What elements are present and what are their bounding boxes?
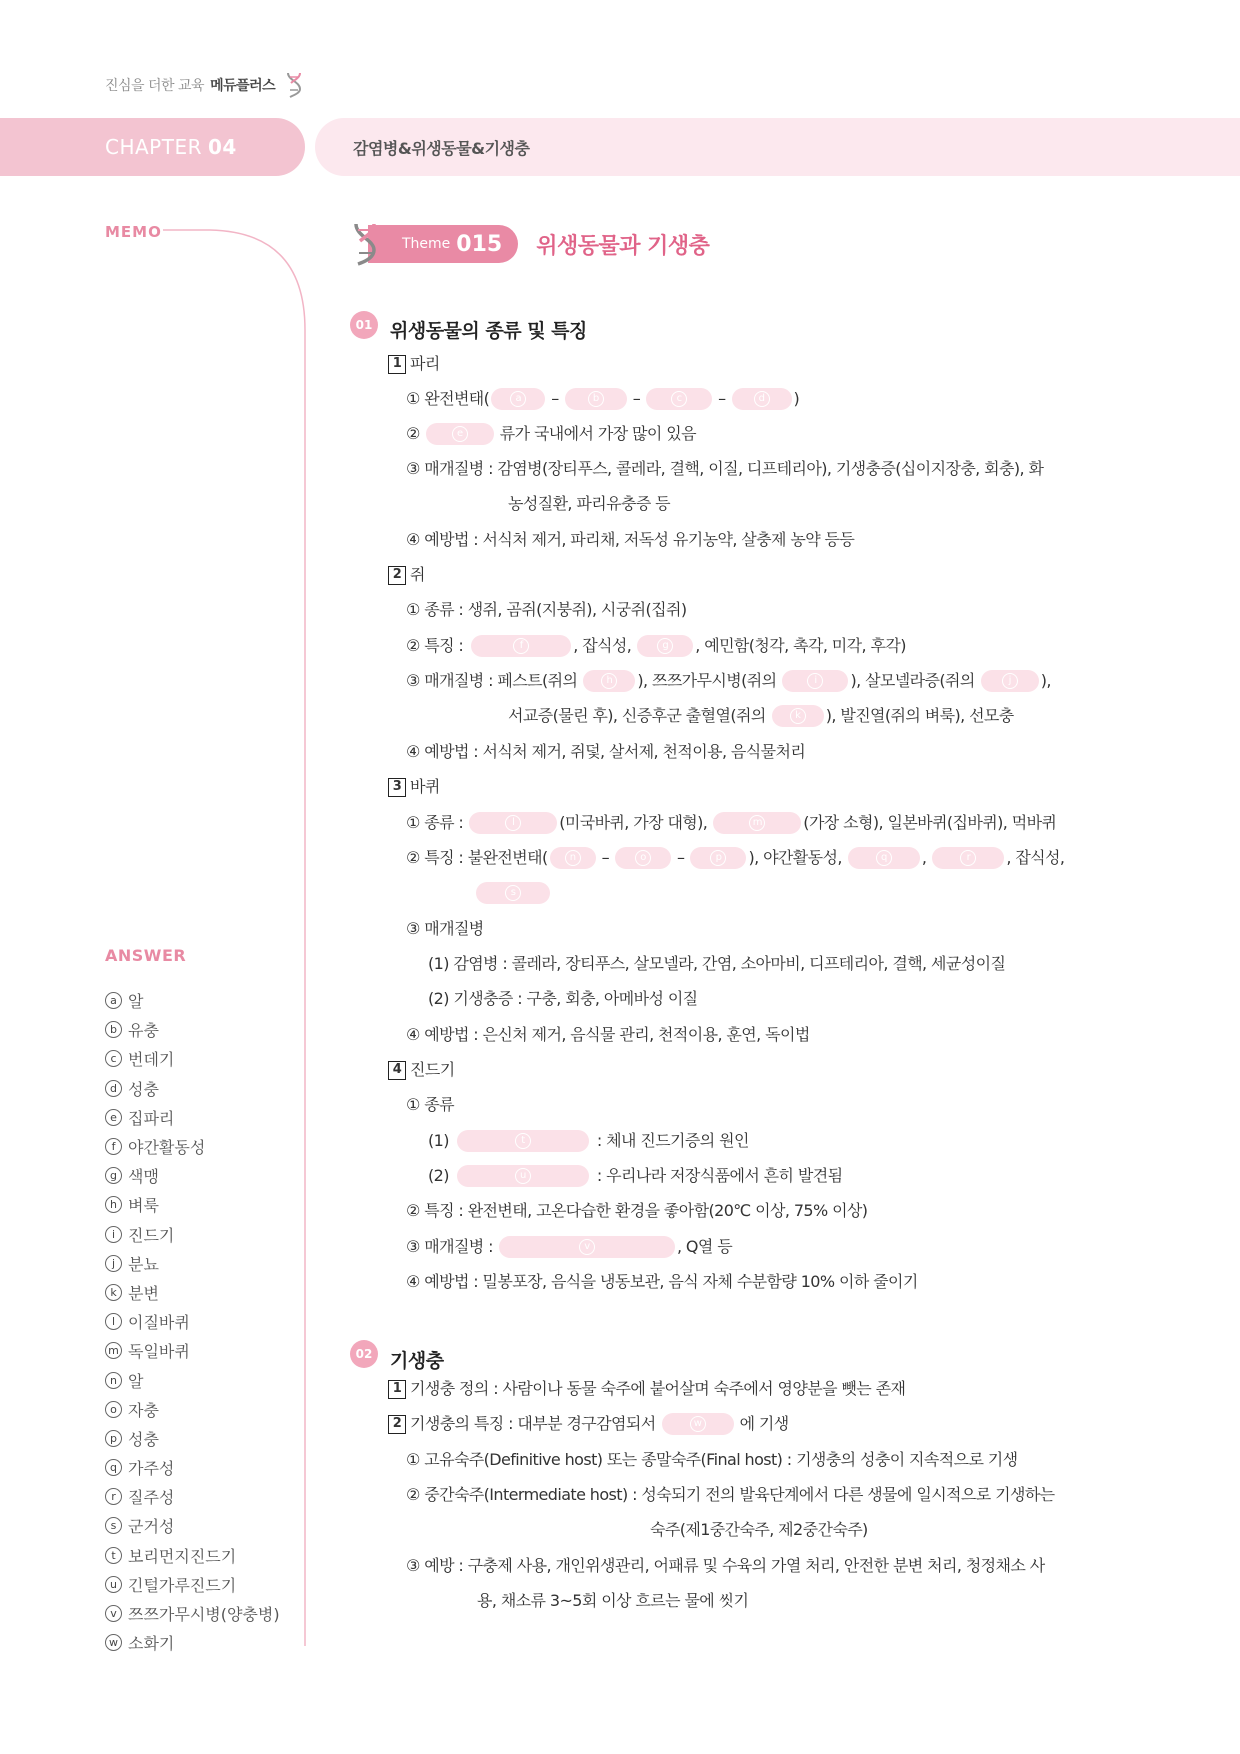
blank-letter: v <box>579 1239 595 1255</box>
answer-mark: s <box>105 1517 122 1534</box>
answer-text: 알 <box>128 992 144 1012</box>
text: (2) <box>428 1166 449 1185</box>
answer-item <box>105 1278 280 1307</box>
fly-name: 파리 <box>410 354 440 373</box>
rat-line-3 <box>406 669 1051 693</box>
answer-text: 가주성 <box>128 1459 175 1479</box>
answer-item <box>105 1599 280 1628</box>
blank-f <box>471 635 571 657</box>
theme-header <box>350 222 709 266</box>
dash: – <box>601 848 610 867</box>
answer-text: 집파리 <box>128 1108 175 1128</box>
parasite-line-3b: 용, 채소류 3~5회 이상 흐르는 물에 씻기 <box>477 1591 749 1610</box>
answer-mark: e <box>105 1109 122 1126</box>
roach-line-3-2: (2) 기생충증 : 구충, 회충, 아메바성 이질 <box>428 989 698 1008</box>
blank-letter: k <box>790 708 806 724</box>
answer-mark: d <box>105 1080 122 1097</box>
mite-line-1: ① 종류 <box>406 1095 454 1114</box>
dna-icon <box>350 222 380 266</box>
answer-item <box>105 1015 280 1044</box>
dash: – <box>551 389 559 408</box>
answer-item <box>105 1044 280 1073</box>
blank-letter: r <box>960 850 976 866</box>
mite-line-2: ② 특징 : 완전변태, 고온다습한 환경을 좋아함(20℃ 이상, 75% 이상) <box>406 1201 868 1220</box>
answer-item <box>105 1511 280 1540</box>
answer-text: 분뇨 <box>128 1254 159 1274</box>
answer-item <box>105 1190 280 1219</box>
rat-line-4: ④ 예방법 : 서식처 제거, 쥐덫, 살서제, 천적이용, 음식물처리 <box>406 742 806 761</box>
answer-mark: l <box>105 1313 122 1330</box>
parasite-definition <box>388 1377 905 1401</box>
text: , <box>921 848 927 867</box>
answer-text: 벼룩 <box>128 1196 159 1216</box>
answer-text: 유충 <box>128 1021 159 1041</box>
blank-d <box>732 388 792 410</box>
text: , Q열 등 <box>676 1237 733 1256</box>
answer-text: 진드기 <box>128 1225 175 1245</box>
answer-item <box>105 1132 280 1161</box>
answer-text: 군거성 <box>128 1517 175 1537</box>
text: 류가 국내에서 가장 많이 있음 <box>499 424 696 443</box>
text: ③ 매개질병 : <box>406 1237 493 1256</box>
item-number-box: 1 <box>388 355 406 374</box>
dash: – <box>718 389 726 408</box>
blank-letter: o <box>635 850 651 866</box>
blank-letter: l <box>505 815 521 831</box>
parasite-line-2a: ② 중간숙주(Intermediate host) : 성숙되기 전의 발육단계에서 다른 생물에 일시적으로 기생하는 <box>406 1485 1055 1504</box>
blank-letter: q <box>876 850 892 866</box>
blank-g <box>637 635 693 657</box>
section-title: 기생충 <box>390 1350 444 1372</box>
mite-line-1-2 <box>428 1164 842 1188</box>
roach-heading <box>388 775 440 799</box>
answer-mark: q <box>105 1459 122 1476</box>
answer-mark: a <box>105 992 122 1009</box>
text: ② <box>406 424 420 443</box>
answer-item <box>105 1424 280 1453</box>
text: 기생충의 특징 : 대부분 경구감염되서 <box>410 1414 656 1433</box>
fly-line-4: ④ 예방법 : 서식처 제거, 파리채, 저독성 유기농약, 살충제 농약 등등 <box>406 530 855 549</box>
blank-p <box>690 847 746 869</box>
roach-line-3-1: (1) 감염병 : 콜레라, 장티푸스, 살모넬라, 간염, 소아마비, 디프테리아, 결핵, 세균성이질 <box>428 954 1006 973</box>
blank-letter: a <box>510 391 526 407</box>
answer-text: 독일바퀴 <box>128 1342 190 1362</box>
text: ① 종류 : <box>406 813 464 832</box>
text: : 체내 진드기증의 원인 <box>596 1131 749 1150</box>
blank-t <box>457 1130 589 1152</box>
answer-text: 성충 <box>128 1079 159 1099</box>
section-01-header <box>350 306 587 343</box>
blank-m <box>713 812 801 834</box>
answer-item <box>105 1482 280 1511</box>
dna-icon <box>285 72 303 98</box>
rat-name: 쥐 <box>410 565 425 584</box>
answer-mark: u <box>105 1576 122 1593</box>
memo-label: MEMO <box>105 223 162 241</box>
blank-r <box>932 847 1004 869</box>
text: ② 특징 : <box>406 636 464 655</box>
fly-line-3b: 농성질환, 파리유충증 등 <box>508 494 671 513</box>
answer-mark: f <box>105 1138 122 1155</box>
answer-item <box>105 1307 280 1336</box>
chapter-number: 04 <box>208 135 237 159</box>
mite-heading <box>388 1058 455 1082</box>
blank-u <box>457 1165 589 1187</box>
blank-n <box>550 847 596 869</box>
dash: – <box>632 389 641 408</box>
answer-mark: t <box>105 1547 122 1564</box>
blank-letter: i <box>807 673 823 689</box>
answer-item <box>105 986 280 1015</box>
text: 에 기생 <box>739 1414 789 1433</box>
text: , 예민함(청각, 촉각, 미각, 후각) <box>695 636 906 655</box>
text: ), <box>1040 671 1051 690</box>
dash: – <box>677 848 685 867</box>
text: : 우리나라 저장식품에서 흔히 발견됨 <box>596 1166 843 1185</box>
answer-text: 성충 <box>128 1429 159 1449</box>
chapter-pill <box>0 118 305 176</box>
text: ), 쯔쯔가무시병(쥐의 <box>637 671 777 690</box>
rat-line-3-cont <box>508 704 1014 728</box>
chapter-label: CHAPTER <box>105 135 202 159</box>
answer-mark: r <box>105 1488 122 1505</box>
answer-text: 소화기 <box>128 1634 175 1654</box>
slogan-text: 진심을 더한 교육 <box>105 78 205 94</box>
blank-letter: p <box>710 850 726 866</box>
answer-text: 이질바퀴 <box>128 1313 190 1333</box>
blank-q <box>848 847 920 869</box>
answer-item <box>105 1249 280 1278</box>
answer-text: 보리먼지진드기 <box>128 1546 237 1566</box>
mite-line-1-1 <box>428 1129 749 1153</box>
text: , 잡식성, <box>1006 848 1065 867</box>
text: ① 완전변태( <box>406 389 490 408</box>
blank-letter: c <box>671 391 687 407</box>
section-title: 위생동물의 종류 및 특징 <box>390 320 587 342</box>
blank-l <box>469 812 557 834</box>
mite-line-3 <box>406 1235 732 1259</box>
answer-text: 분변 <box>128 1283 159 1303</box>
theme-word: Theme <box>402 236 451 252</box>
rat-heading <box>388 563 425 587</box>
brand-slogan <box>105 72 303 98</box>
answer-item <box>105 1161 280 1190</box>
answer-text: 야간활동성 <box>128 1138 206 1158</box>
answer-mark: g <box>105 1167 122 1184</box>
theme-title: 위생동물과 기생충 <box>536 233 710 259</box>
item-number-box: 4 <box>388 1061 406 1080</box>
fly-line-3a: ③ 매개질병 : 감염병(장티푸스, 콜레라, 결핵, 이질, 디프테리아), 기생충증(십이지장충, 회충), 화 <box>406 459 1044 478</box>
chapter-title: 감염병&위생동물&기생충 <box>315 118 1240 176</box>
text: , 잡식성, <box>573 636 632 655</box>
answer-mark: i <box>105 1226 122 1243</box>
answer-item <box>105 1365 280 1394</box>
rat-line-1: ① 종류 : 생쥐, 곰쥐(지붕쥐), 시궁쥐(집쥐) <box>406 600 687 619</box>
answer-mark: c <box>105 1050 122 1067</box>
answer-mark: n <box>105 1372 122 1389</box>
blank-letter: t <box>515 1133 531 1149</box>
roach-name: 바퀴 <box>410 777 440 796</box>
answer-item <box>105 1395 280 1424</box>
blank-letter: e <box>452 426 468 442</box>
answer-item <box>105 1628 280 1657</box>
text: 기생충 정의 : 사람이나 동물 숙주에 붙어살며 숙주에서 영양분을 뺏는 존재 <box>410 1379 906 1398</box>
blank-letter: u <box>515 1168 531 1184</box>
answer-item <box>105 1336 280 1365</box>
item-number-box: 3 <box>388 778 406 797</box>
answer-item <box>105 1541 280 1570</box>
answer-mark: w <box>105 1634 122 1651</box>
blank-j <box>981 670 1039 692</box>
item-number-box: 1 <box>388 1380 406 1399</box>
item-number-box: 2 <box>388 1415 406 1434</box>
answer-title: ANSWER <box>105 946 187 965</box>
answer-item <box>105 1074 280 1103</box>
blank-o <box>615 847 671 869</box>
blank-s <box>476 882 550 904</box>
mite-name: 진드기 <box>410 1060 455 1079</box>
answer-text: 긴털가루진드기 <box>128 1575 237 1595</box>
answer-item <box>105 1570 280 1599</box>
answer-mark: m <box>105 1342 122 1359</box>
parasite-line-1: ① 고유숙주(Definitive host) 또는 종말숙주(Final host) : 기생충의 성충이 지속적으로 기생 <box>406 1450 1018 1469</box>
blank-w <box>662 1413 734 1435</box>
answer-item <box>105 1103 280 1132</box>
blank-letter: b <box>588 391 604 407</box>
answer-mark: b <box>105 1021 122 1038</box>
parasite-line-2b: 숙주(제1중간숙주, 제2중간숙주) <box>650 1520 868 1539</box>
text: (1) <box>428 1131 449 1150</box>
text: ), 야간활동성, <box>748 848 842 867</box>
answer-text: 자충 <box>128 1400 159 1420</box>
answer-mark: k <box>105 1284 122 1301</box>
parasite-features <box>388 1412 789 1436</box>
blank-a <box>491 388 545 410</box>
text: 서교증(물린 후), 신증후군 출혈열(쥐의 <box>508 706 766 725</box>
answer-text: 알 <box>128 1371 144 1391</box>
blank-b <box>565 388 627 410</box>
blank-letter: w <box>690 1416 706 1432</box>
blank-letter: d <box>754 391 770 407</box>
section-number: 02 <box>350 1340 378 1368</box>
answer-mark: v <box>105 1605 122 1622</box>
text: ), 발진열(쥐의 벼룩), 선모충 <box>825 706 1014 725</box>
blank-k <box>772 705 824 727</box>
text: ③ 매개질병 : 페스트(쥐의 <box>406 671 578 690</box>
rat-line-2 <box>406 634 906 658</box>
roach-line-2-cont <box>474 881 552 905</box>
roach-line-1 <box>406 811 1056 835</box>
answer-item <box>105 1453 280 1482</box>
text: ), 살모넬라증(쥐의 <box>850 671 975 690</box>
answer-item <box>105 1220 280 1249</box>
item-number-box: 2 <box>388 566 406 585</box>
blank-letter: j <box>1002 673 1018 689</box>
theme-badge <box>368 225 518 263</box>
blank-v <box>499 1236 675 1258</box>
fly-heading <box>388 352 440 376</box>
section-number: 01 <box>350 311 378 339</box>
blank-letter: n <box>565 850 581 866</box>
blank-letter: f <box>513 638 529 654</box>
blank-letter: m <box>749 815 765 831</box>
mite-line-4: ④ 예방법 : 밀봉포장, 음식을 냉동보관, 음식 자체 수분함량 10% 이하 줄이기 <box>406 1272 918 1291</box>
roach-line-4: ④ 예방법 : 은신처 제거, 음식물 관리, 천적이용, 훈연, 독이법 <box>406 1025 810 1044</box>
answer-text: 쯔쯔가무시병(양충병) <box>128 1605 280 1625</box>
blank-h <box>583 670 635 692</box>
text: (가장 소형), 일본바퀴(집바퀴), 먹바퀴 <box>803 813 1057 832</box>
answer-mark: j <box>105 1255 122 1272</box>
blank-letter: s <box>505 885 521 901</box>
answer-list <box>105 986 280 1657</box>
answer-text: 번데기 <box>128 1050 175 1070</box>
answer-mark: h <box>105 1196 122 1213</box>
blank-e <box>426 423 494 445</box>
blank-i <box>782 670 848 692</box>
answer-text: 질주성 <box>128 1488 175 1508</box>
answer-mark: p <box>105 1430 122 1447</box>
blank-letter: g <box>657 638 673 654</box>
roach-line-3: ③ 매개질병 <box>406 919 484 938</box>
fly-line-2 <box>406 422 696 446</box>
fly-line-1 <box>406 387 799 411</box>
theme-number: 015 <box>456 231 503 257</box>
text: (미국바퀴, 가장 대형), <box>559 813 708 832</box>
answer-text: 색맹 <box>128 1167 159 1187</box>
section-02-header <box>350 1334 444 1373</box>
text: ② 특징 : 불완전변태( <box>406 848 548 867</box>
answer-mark: o <box>105 1401 122 1418</box>
brand-name: 메듀플러스 <box>210 78 276 94</box>
blank-c <box>646 388 712 410</box>
parasite-line-3a: ③ 예방 : 구충제 사용, 개인위생관리, 어패류 및 수육의 가열 처리, 안전한 분변 처리, 청정채소 사 <box>406 1556 1045 1575</box>
blank-letter: h <box>601 673 617 689</box>
text: ) <box>793 389 800 408</box>
roach-line-2 <box>406 846 1064 870</box>
